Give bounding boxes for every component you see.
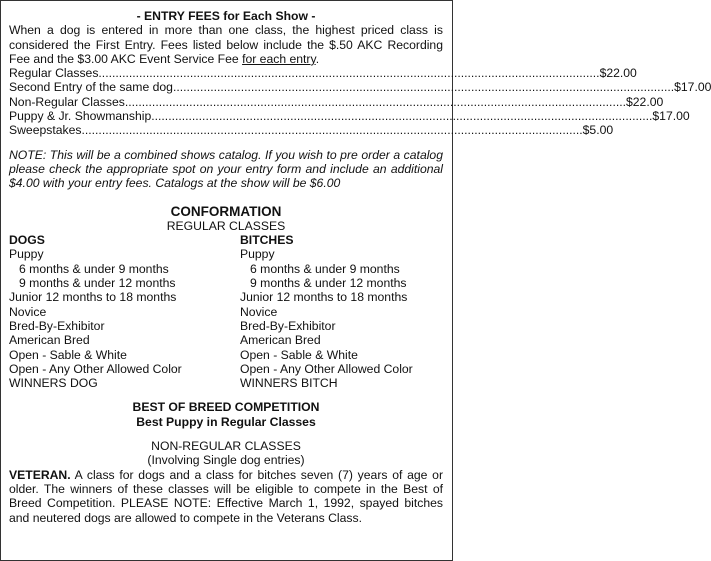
class-item: Open - Sable & White	[240, 347, 358, 362]
fee-leader-dots: ....................................................................................................................................................	[81, 123, 583, 138]
fee-name: Non-Regular Classes	[9, 94, 125, 109]
class-item: 6 months & under 9 months	[250, 261, 400, 276]
page-content	[9, 9, 711, 525]
fee-amount: $5.00	[582, 123, 614, 138]
non-regular-title: NON-REGULAR CLASSES	[151, 439, 301, 454]
class-item: Junior 12 months to 18 months	[9, 290, 177, 305]
class-item: WINNERS BITCH	[240, 376, 338, 391]
class-item: Novice	[240, 304, 278, 319]
class-item: Novice	[9, 304, 47, 319]
catalog-note: NOTE: This will be a combined shows catalog. If you wish to pre order a catalog please check the appropriate spot on your entry form and include an additional $4.00 with your entry fees. Catalogs at the show will be $6.00	[9, 147, 443, 191]
dogs-heading: DOGS	[9, 233, 45, 248]
class-item: 6 months & under 9 months	[19, 261, 169, 276]
best-of-breed-subtitle: Best Puppy in Regular Classes	[136, 414, 316, 429]
fee-name: Second Entry of the same dog	[9, 80, 173, 95]
fee-leader-dots: ....................................................................................................................................................	[98, 66, 600, 81]
class-item: Junior 12 months to 18 months	[240, 290, 408, 305]
fee-amount: $17.00	[674, 80, 711, 95]
fee-leader-dots: ....................................................................................................................................................	[124, 94, 626, 109]
entry-fees-intro	[9, 23, 443, 66]
class-item: Bred-By-Exhibitor	[240, 318, 336, 333]
entry-fees-intro-underlined: for each entry	[242, 51, 316, 66]
best-of-breed-section	[9, 400, 443, 429]
class-item: WINNERS DOG	[9, 376, 98, 391]
fee-name: Sweepstakes	[9, 123, 82, 138]
fee-amount: $22.00	[599, 66, 637, 81]
non-regular-subtitle: (Involving Single dog entries)	[147, 453, 305, 468]
class-item: Open - Any Other Allowed Color	[9, 361, 182, 376]
dogs-column	[9, 233, 240, 390]
conformation-subtitle: REGULAR CLASSES	[166, 218, 286, 233]
veteran-label: VETERAN.	[9, 467, 71, 482]
fee-row	[9, 66, 637, 81]
conformation-section	[9, 205, 443, 391]
fee-leader-dots: ....................................................................................................................................................	[172, 80, 675, 95]
class-item: 9 months & under 12 months	[19, 276, 176, 291]
class-item: Open - Sable & White	[9, 347, 127, 362]
bitches-column	[240, 233, 443, 390]
veteran-paragraph	[9, 468, 443, 525]
fee-name: Puppy & Jr. Showmanship	[9, 109, 152, 124]
class-item: American Bred	[240, 333, 321, 348]
non-regular-section	[9, 439, 443, 525]
fee-leader-dots: ....................................................................................................................................................	[151, 109, 653, 124]
fee-row	[9, 123, 614, 138]
class-item: Bred-By-Exhibitor	[9, 318, 105, 333]
class-item: American Bred	[9, 333, 90, 348]
fee-row	[9, 94, 664, 109]
conformation-title: CONFORMATION	[170, 203, 282, 219]
fee-list	[9, 66, 711, 138]
fee-row	[9, 80, 711, 95]
entry-fees-intro-end: .	[315, 51, 320, 66]
fee-row	[9, 109, 690, 124]
bitches-heading: BITCHES	[240, 233, 294, 248]
class-columns	[9, 233, 443, 390]
class-item: Open - Any Other Allowed Color	[240, 361, 413, 376]
best-of-breed-title: BEST OF BREED COMPETITION	[132, 400, 320, 415]
veteran-text: A class for dogs and a class for bitches seven (7) years of age or older. The winners of these classes will be eligible to compete in the Best of Breed Competition. PLEASE NOTE: Effective March 1, 1992, spayed bitches and neutered dogs are allowed to compete in the Veterans Class.	[9, 467, 443, 525]
fee-name: Regular Classes	[9, 66, 99, 81]
class-item: 9 months & under 12 months	[250, 276, 407, 291]
fee-amount: $22.00	[625, 94, 664, 109]
class-item: Puppy	[9, 247, 44, 262]
fee-amount: $17.00	[652, 109, 690, 124]
entry-fees-heading: - ENTRY FEES for Each Show -	[136, 9, 316, 23]
class-item: Puppy	[240, 247, 275, 262]
entry-fees-intro-text: When a dog is entered in more than one class, the highest priced class is considered the First Entry. Fees listed below include the $.50 AKC Recording Fee and the $3.00 AKC Event Service Fee	[9, 23, 443, 66]
